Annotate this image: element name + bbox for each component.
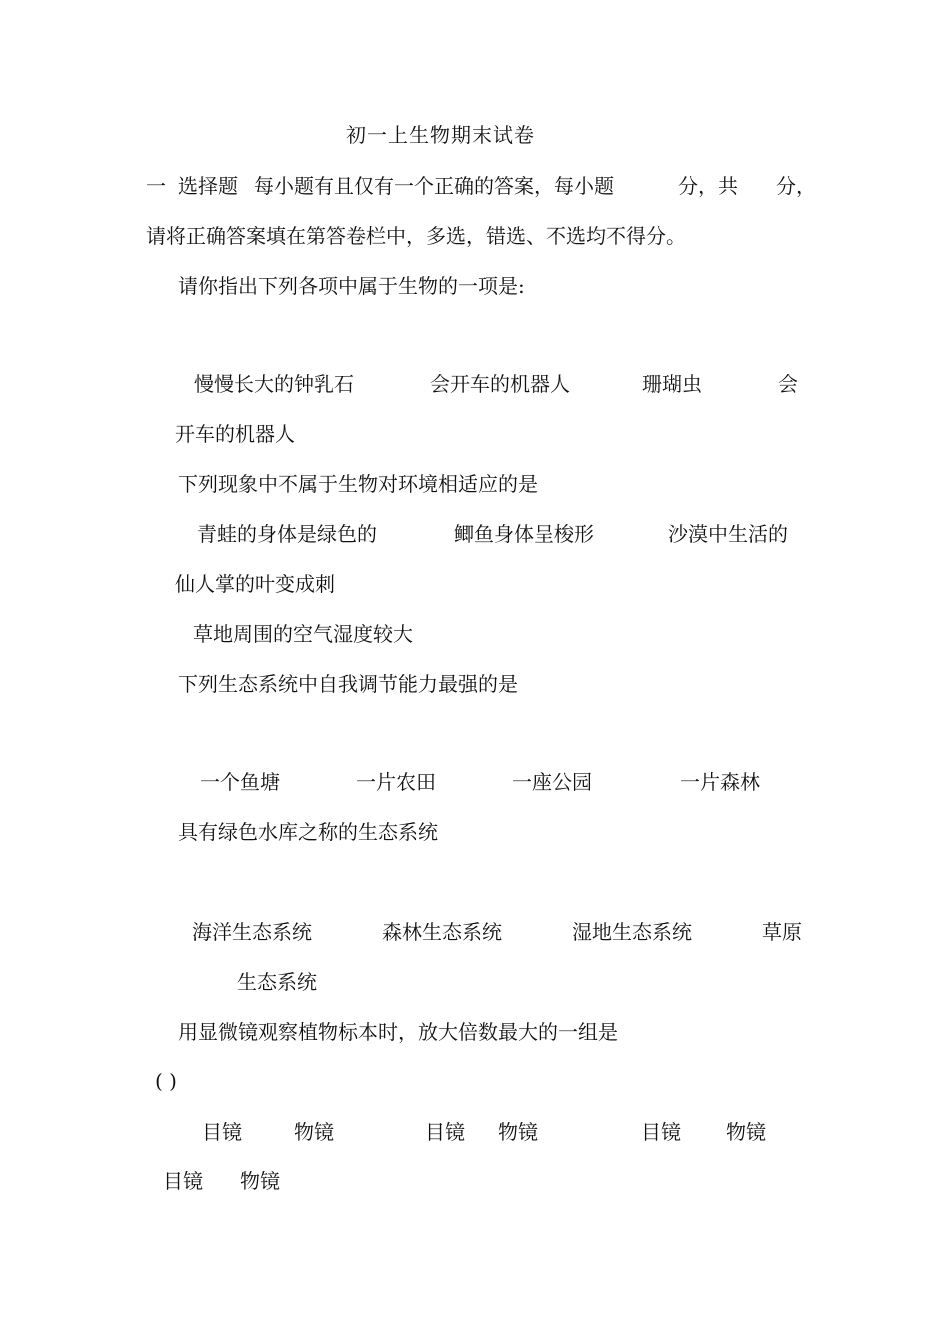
option-a: 一个鱼塘 bbox=[200, 770, 280, 794]
answer-parentheses: ( ) bbox=[155, 1069, 177, 1093]
question-stem: 下列生态系统中自我调节能力最强的是 bbox=[178, 672, 518, 696]
section-score-each: 分，共 bbox=[678, 174, 738, 198]
option-c: 湿地生态系统 bbox=[572, 920, 692, 944]
option-c: 一座公园 bbox=[512, 770, 592, 794]
option-d: 会 bbox=[778, 372, 798, 396]
option-d-eyepiece: 目镜 bbox=[163, 1169, 203, 1193]
option-d: 草地周围的空气湿度较大 bbox=[193, 622, 413, 646]
option-b-objective: 物镜 bbox=[498, 1120, 538, 1144]
section-desc: 每小题有且仅有一个正确的答案，每小题 bbox=[254, 174, 614, 198]
option-d: 草原 bbox=[762, 920, 802, 944]
option-continuation: 开车的机器人 bbox=[175, 422, 295, 446]
question-stem: 用显微镜观察植物标本时，放大倍数最大的一组是 bbox=[178, 1020, 618, 1044]
section-score-total: 分， bbox=[776, 174, 816, 198]
section-label: 一 bbox=[146, 174, 166, 198]
option-a: 青蛙的身体是绿色的 bbox=[197, 522, 377, 546]
option-c: 沙漠中生活的 bbox=[668, 522, 788, 546]
question-stem: 具有绿色水库之称的生态系统 bbox=[178, 820, 438, 844]
option-a: 海洋生态系统 bbox=[192, 920, 312, 944]
page-title: 初一上生物期末试卷 bbox=[346, 123, 535, 147]
section-instruction: 请将正确答案填在第答卷栏中，多选，错选、不选均不得分。 bbox=[146, 224, 686, 248]
option-d: 一片森林 bbox=[680, 770, 760, 794]
option-b: 森林生态系统 bbox=[382, 920, 502, 944]
option-a: 慢慢长大的钟乳石 bbox=[194, 372, 354, 396]
option-b: 会开车的机器人 bbox=[430, 372, 570, 396]
section-name: 选择题 bbox=[178, 174, 238, 198]
option-continuation: 生态系统 bbox=[237, 970, 317, 994]
option-b-eyepiece: 目镜 bbox=[425, 1120, 465, 1144]
option-a-objective: 物镜 bbox=[294, 1120, 334, 1144]
option-a-eyepiece: 目镜 bbox=[202, 1120, 242, 1144]
question-stem: 下列现象中不属于生物对环境相适应的是 bbox=[178, 472, 538, 496]
option-continuation: 仙人掌的叶变成刺 bbox=[175, 572, 335, 596]
option-c-objective: 物镜 bbox=[726, 1120, 766, 1144]
option-c: 珊瑚虫 bbox=[642, 372, 702, 396]
option-b: 一片农田 bbox=[356, 770, 436, 794]
option-c-eyepiece: 目镜 bbox=[641, 1120, 681, 1144]
option-d-objective: 物镜 bbox=[240, 1169, 280, 1193]
option-b: 鲫鱼身体呈梭形 bbox=[454, 522, 594, 546]
question-stem: 请你指出下列各项中属于生物的一项是: bbox=[178, 274, 525, 298]
